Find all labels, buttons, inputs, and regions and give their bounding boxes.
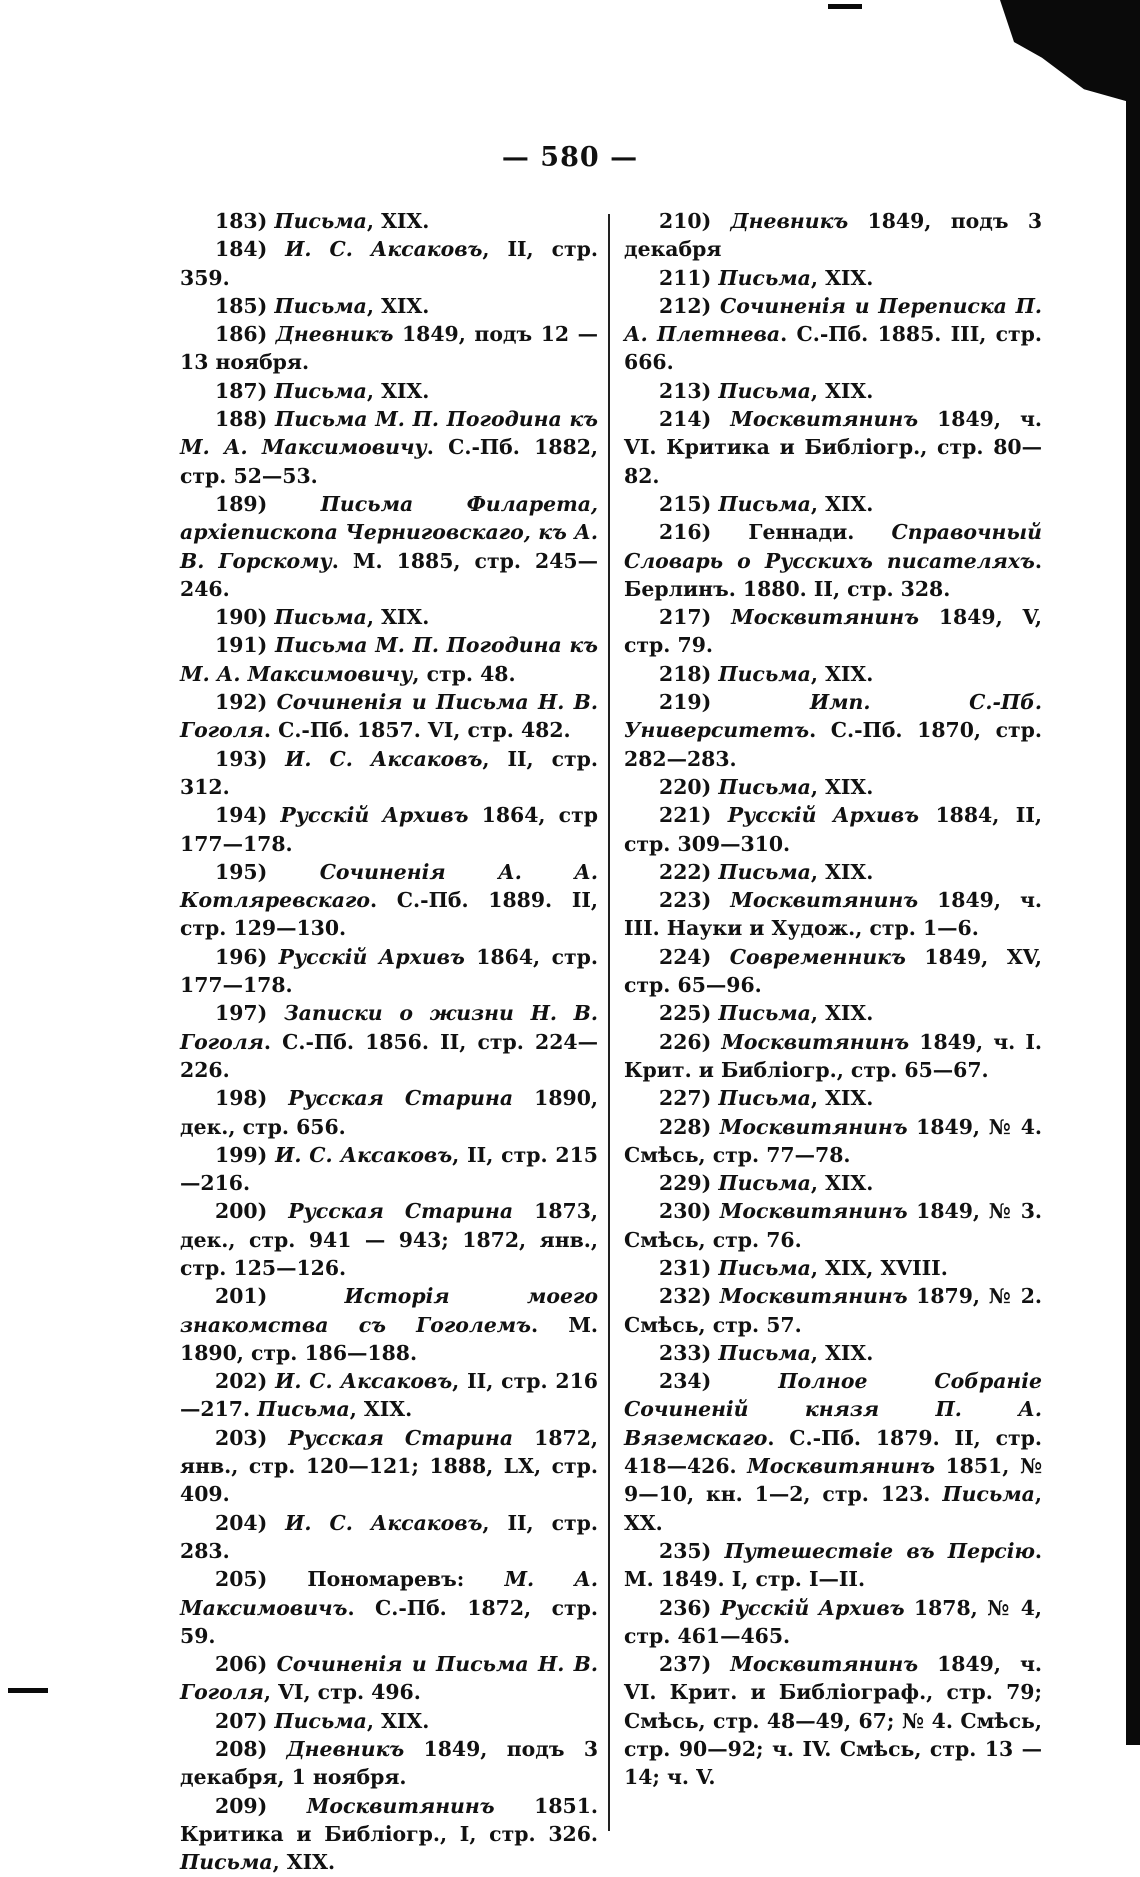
footnote-text: 211) (659, 265, 719, 290)
footnote-text: . С.-Пб. 1879. II, стр. 418—426. (624, 1425, 1042, 1479)
footnote-text: , XIX. (366, 293, 430, 318)
footnote-text: 1849, V, стр. 79. (624, 605, 1042, 658)
footnote-text: 1879, № 2. Смѣсь, стр. 57. (624, 1284, 1042, 1337)
footnote-text: 1849, подъ 3 декабря, 1 ноября. (180, 1737, 599, 1790)
footnote-title: Записки о жизни Н. В. Гоголя (180, 1001, 599, 1054)
footnote-text: , II, стр. 283. (180, 1510, 599, 1563)
footnote-title: И. С. Аксаковъ (285, 746, 483, 771)
footnote-entry (180, 943, 598, 1000)
footnote-text: 208) (215, 1737, 287, 1762)
footnote-text: , XIX, XVIII. (810, 1255, 948, 1280)
footnote-text: 226) (659, 1029, 722, 1054)
footnote-text: , II, стр. 312. (180, 746, 599, 799)
footnote-text: 223) (659, 888, 731, 913)
footnote-title: Русскій Архивъ (720, 1595, 905, 1620)
scan-mark-bottom (8, 1688, 48, 1693)
page-number: — 580 — (501, 142, 639, 173)
footnote-title: Сочиненія А. А. Котляревскаго (180, 859, 598, 913)
footnote-title: Русскій Архивъ (727, 803, 919, 828)
footnote-title: Письма (942, 1482, 1035, 1507)
footnote-text: 200) (215, 1199, 289, 1224)
footnote-title: Письма (274, 209, 367, 233)
footnote-text: , XIX. (366, 209, 430, 233)
footnote-title: Письма (274, 378, 367, 403)
footnote-text: . С.-Пб. 1872, стр. 59. (180, 1595, 598, 1648)
footnote-text: 233) (659, 1340, 719, 1365)
footnote-text: . М. 1849. I, стр. I—II. (624, 1538, 1042, 1592)
footnote-text: 236) (659, 1595, 721, 1620)
footnote-text: 235) (659, 1538, 725, 1563)
footnote-entry (180, 1197, 598, 1282)
footnote-title: Москвитянинъ (730, 888, 919, 913)
footnote-entry (624, 660, 1042, 688)
footnote-title: Москвитянинъ (721, 1029, 910, 1054)
footnote-title: Письма (718, 265, 811, 290)
footnote-text: 214) (659, 407, 731, 432)
footnote-entry (180, 1650, 598, 1707)
footnote-entry (624, 1650, 1042, 1791)
footnote-text: . С.-Пб. 1856. II, стр. 224—226. (180, 1029, 598, 1082)
footnote-title: Русская Старина (288, 1086, 514, 1111)
footnote-title: Дневникъ (730, 209, 849, 233)
footnote-title: Москвитянинъ (731, 605, 919, 630)
footnote-text: 197) (215, 1001, 284, 1026)
footnote-title: Полное Собраніе Сочиненій князя П. А. Вяземскаго (624, 1369, 1042, 1450)
footnote-text: , VI, стр. 496. (263, 1680, 421, 1705)
footnote-entry (180, 1424, 598, 1509)
footnote-text: , II, стр. 359. (180, 237, 599, 290)
footnote-text: 231) (659, 1255, 719, 1280)
footnote-text: 224) (659, 944, 730, 969)
footnote-text: , XIX. (810, 774, 874, 799)
footnote-text: , II, стр. 215—216. (180, 1142, 598, 1196)
scan-edge-shadow-right (1126, 95, 1140, 1745)
footnote-text: , XIX. (272, 1850, 336, 1875)
footnote-entry (180, 207, 598, 235)
footnote-title: И. С. Аксаковъ (275, 1142, 453, 1167)
footnote-text: , XIX. (810, 859, 874, 884)
footnote-entry (624, 264, 1042, 292)
footnote-text: 193) (215, 746, 286, 771)
footnote-entry (624, 1339, 1042, 1367)
footnote-entry (624, 1282, 1042, 1339)
footnote-text: 234) (659, 1369, 779, 1394)
footnote-entry (180, 801, 598, 858)
footnote-text: . С.-Пб. 1882, стр. 52—53. (180, 435, 598, 488)
footnote-entry (624, 858, 1042, 886)
footnote-entry (624, 1113, 1042, 1170)
footnote-text: . М. 1890, стр. 186—188. (180, 1312, 599, 1365)
footnote-text: 228) (659, 1114, 720, 1139)
footnote-title: Путешествіе въ Персію (724, 1538, 1035, 1563)
footnote-text: , XIX. (810, 1086, 874, 1111)
footnote-text: . С.-Пб. 1857. VI, стр. 482. (263, 718, 571, 743)
footnote-title: Москвитянинъ (747, 1454, 935, 1479)
footnote-text: 1878, № 4, стр. 461—465. (624, 1595, 1042, 1648)
footnote-text: 1851. Критика и Библіогр., I, стр. 326. (180, 1793, 598, 1846)
footnote-entry (624, 292, 1042, 377)
footnote-title: Письма (718, 1255, 811, 1280)
footnote-title: Письма (274, 293, 367, 318)
footnote-text: 1849, № 4. Смѣсь, стр. 77—78. (624, 1114, 1042, 1167)
footnote-title: Русскій Архивъ (278, 944, 465, 969)
footnote-title: Письма (718, 1086, 811, 1111)
footnote-text: 229) (659, 1171, 719, 1196)
footnote-text: 1849, подъ 12 — 13 ноября. (180, 322, 598, 375)
footnote-text: 194) (215, 803, 281, 828)
footnote-entry (180, 1282, 598, 1367)
footnote-text: , XIX. (810, 378, 874, 403)
footnote-text: 1849, XV, стр. 65—96. (624, 944, 1042, 998)
footnote-entry (180, 1707, 598, 1735)
footnote-entry (180, 688, 598, 745)
footnote-entry (624, 207, 1042, 264)
footnote-text: . Берлинъ. 1880. II, стр. 328. (624, 548, 1042, 601)
footnote-text: 207) (215, 1708, 275, 1733)
footnote-title: И. С. Аксаковъ (275, 1369, 453, 1394)
footnote-entry (180, 858, 598, 943)
footnote-text: 225) (659, 1001, 719, 1026)
footnote-title: Письма Филарета, архіепископа Черниговскаго, къ А. В. Горскому (180, 491, 599, 573)
footnote-entry (624, 1594, 1042, 1651)
footnote-text: 198) (215, 1086, 289, 1111)
footnote-entry (624, 801, 1042, 858)
footnote-entry (180, 235, 598, 292)
footnote-text: 220) (659, 774, 719, 799)
footnote-text: 187) (215, 378, 275, 403)
footnote-text: , XIX. (810, 661, 874, 686)
footnote-title: Письма (718, 661, 811, 686)
footnote-text: 191) (215, 633, 275, 658)
footnote-text: , II, стр. 216—217. (180, 1369, 598, 1422)
footnote-text: 230) (659, 1199, 720, 1224)
footnote-text: 189) (215, 491, 321, 516)
footnote-title: И. С. Аксаковъ (285, 237, 483, 262)
footnote-text: 219) (659, 690, 810, 715)
footnote-entry (624, 773, 1042, 801)
footnote-entry (624, 1254, 1042, 1282)
footnote-entry (180, 631, 598, 688)
footnote-text: 1849, ч. III. Науки и Худож., стр. 1—6. (624, 888, 1042, 941)
footnote-text: 185) (215, 293, 275, 318)
footnote-title: Русскій Архивъ (280, 803, 469, 828)
footnote-text: 1890, дек., стр. 656. (180, 1086, 598, 1139)
column-divider (608, 214, 610, 1831)
footnote-entry (624, 1537, 1042, 1594)
footnote-text: 1849, ч. VI. Критика и Библіогр., стр. 80—82. (624, 407, 1042, 488)
footnote-title: Письма (180, 1850, 273, 1875)
footnote-title: Письма (718, 859, 811, 884)
footnote-title: Письма (718, 1171, 811, 1196)
footnote-entry (624, 886, 1042, 943)
footnote-text: 216) Геннади. (659, 520, 892, 545)
footnote-title: Исторія моего знакомства съ Гоголемъ (180, 1284, 598, 1337)
scan-mark-top (828, 4, 862, 9)
footnote-entry (180, 1565, 598, 1650)
footnote-title: Письма (718, 491, 811, 516)
footnote-title: Русская Старина (288, 1199, 514, 1224)
footnote-title: Москвитянинъ (719, 1199, 908, 1224)
footnote-text: 1873, дек., стр. 941 — 943; 1872, янв., стр. 125—126. (180, 1199, 598, 1280)
footnote-entry (624, 405, 1042, 490)
footnote-text: 1851, № 9—10, кн. 1—2, стр. 123. (624, 1454, 1042, 1507)
footnote-entry (624, 377, 1042, 405)
footnote-entry (624, 999, 1042, 1027)
footnote-title: Письма (718, 774, 811, 799)
footnote-title: Письма (718, 1001, 811, 1026)
footnote-text: 1884, II, стр. 309—310. (624, 803, 1042, 856)
footnote-title: И. С. Аксаковъ (285, 1510, 483, 1535)
footnote-entry (624, 518, 1042, 603)
footnote-text: 232) (659, 1284, 720, 1309)
footnote-text: 1849, ч. VI. Крит. и Библіограф., стр. 79; Смѣсь, стр. 48—49, 67; № 4. Смѣсь, стр. 90—92; ч. IV. Смѣсь, стр. 13 — 14; ч. V. (624, 1652, 1042, 1790)
footnote-title: Сочиненія и Переписка П. А. Плетнева (624, 293, 1042, 347)
footnote-entry (180, 1367, 598, 1424)
footnote-text: . С.-Пб. 1889. II, стр. 129—130. (180, 888, 598, 941)
right-column (624, 207, 1042, 1792)
footnote-text: , XIX. (366, 605, 430, 630)
footnote-entry (624, 1028, 1042, 1085)
footnote-entry (180, 490, 598, 603)
footnote-text: 215) (659, 491, 719, 516)
footnote-text: , XIX. (810, 1001, 874, 1026)
footnote-text: . М. 1885, стр. 245—246. (180, 548, 598, 601)
footnote-text: , стр. 48. (412, 661, 516, 686)
footnote-text: 192) (215, 690, 277, 715)
footnote-text: . С.-Пб. 1870, стр. 282—283. (624, 718, 1042, 771)
footnote-entry (180, 999, 598, 1084)
footnote-title: Сочиненія и Письма Н. В. Гоголя (180, 690, 598, 743)
footnote-entry (624, 943, 1042, 1000)
footnote-text: 203) (215, 1425, 289, 1450)
footnote-text: 195) (215, 859, 320, 884)
footnote-text: 218) (659, 661, 719, 686)
footnote-text: 196) (215, 944, 279, 969)
footnote-text: 1864, стр. 177—178. (180, 944, 598, 998)
footnote-text: 190) (215, 605, 275, 630)
footnote-text: 1849, подъ 3 декабря (624, 209, 1043, 262)
footnote-text: 188) (215, 407, 275, 432)
footnote-title: Москвитянинъ (719, 1284, 908, 1309)
footnote-text: 213) (659, 378, 719, 403)
footnote-text: , XIX. (810, 491, 874, 516)
footnote-text: , XIX. (349, 1397, 413, 1422)
footnote-entry (180, 292, 598, 320)
footnote-text: 227) (659, 1086, 719, 1111)
footnote-entry (624, 1197, 1042, 1254)
footnote-title: Москвитянинъ (730, 1652, 919, 1677)
footnote-text: 206) (215, 1652, 277, 1677)
footnote-text: , XIX. (810, 1340, 874, 1365)
footnote-text: 221) (659, 803, 728, 828)
footnote-text: 186) (215, 322, 276, 347)
footnote-title: Письма (257, 1397, 350, 1422)
footnote-entry (624, 603, 1042, 660)
footnote-title: Русская Старина (288, 1425, 514, 1450)
footnote-text: 1849, № 3. Смѣсь, стр. 76. (624, 1199, 1042, 1252)
footnote-text: 1872, янв., стр. 120—121; 1888, LX, стр. 409. (180, 1425, 598, 1507)
footnote-title: Письма (274, 1708, 367, 1733)
scan-edge-shadow-top (1000, 0, 1140, 105)
footnote-text: 1864, стр 177—178. (180, 803, 598, 856)
footnote-title: Москвитянинъ (730, 407, 919, 432)
footnote-title: Современникъ (729, 944, 906, 969)
footnote-text: 237) (659, 1652, 731, 1677)
footnote-text: 212) (659, 293, 720, 318)
footnote-title: Справочный Словарь о Русскихъ писателяхъ (624, 520, 1042, 573)
footnote-text: 201) (215, 1284, 345, 1309)
footnote-entry (180, 377, 598, 405)
left-column (180, 207, 598, 1877)
footnote-title: Письма М. П. Погодина къ М. А. Максимовичу (180, 633, 599, 686)
footnote-title: Дневникъ (286, 1737, 405, 1762)
footnote-entry (180, 405, 598, 490)
footnote-entry (624, 490, 1042, 518)
footnote-entry (180, 1735, 598, 1792)
footnote-text: 1849, ч. I. Крит. и Библіогр., стр. 65—67. (624, 1029, 1043, 1082)
footnote-entry (624, 688, 1042, 773)
footnote-title: Сочиненія и Письма Н. В. Гоголя (180, 1652, 598, 1705)
footnote-text: 183) (215, 209, 275, 233)
footnote-text: 209) (215, 1793, 307, 1818)
footnote-entry (624, 1084, 1042, 1112)
footnote-title: Письма (718, 1340, 811, 1365)
footnote-text: 217) (659, 605, 732, 630)
footnote-text: . С.-Пб. 1885. III, стр. 666. (624, 322, 1042, 375)
footnote-entry (180, 1141, 598, 1198)
footnote-text: , XIX. (810, 265, 874, 290)
footnote-text: , XX. (624, 1482, 1042, 1535)
footnote-text: 184) (215, 237, 286, 262)
footnote-entry (180, 1084, 598, 1141)
footnote-title: Письма (274, 605, 367, 630)
footnote-entry (180, 1509, 598, 1566)
footnote-text: 205) Пономаревъ: (215, 1567, 505, 1592)
footnote-title: Москвитянинъ (719, 1114, 908, 1139)
footnote-text: , XIX. (366, 1708, 430, 1733)
footnote-entry (180, 320, 598, 377)
footnote-entry (180, 745, 598, 802)
footnote-text: , XIX. (366, 378, 430, 403)
footnote-text: 202) (215, 1369, 276, 1394)
footnote-text: 222) (659, 859, 719, 884)
footnote-title: Письма (718, 378, 811, 403)
footnote-text: 210) (659, 209, 731, 233)
footnote-title: Дневникъ (275, 322, 394, 347)
footnote-entry (180, 603, 598, 631)
footnote-title: Письма М. П. Погодина къ М. А. Максимовичу (180, 407, 599, 460)
footnote-title: М. А. Максимовичъ (180, 1567, 598, 1620)
footnote-entry (180, 1792, 598, 1877)
footnote-entry (624, 1169, 1042, 1197)
footnote-entry (624, 1367, 1042, 1537)
footnote-text: 204) (215, 1510, 286, 1535)
footnote-title: Москвитянинъ (306, 1793, 495, 1818)
footnote-title: Имп. С.-Пб. Университетъ (624, 690, 1042, 743)
footnote-text: , XIX. (810, 1171, 874, 1196)
footnote-text: 199) (215, 1142, 276, 1167)
